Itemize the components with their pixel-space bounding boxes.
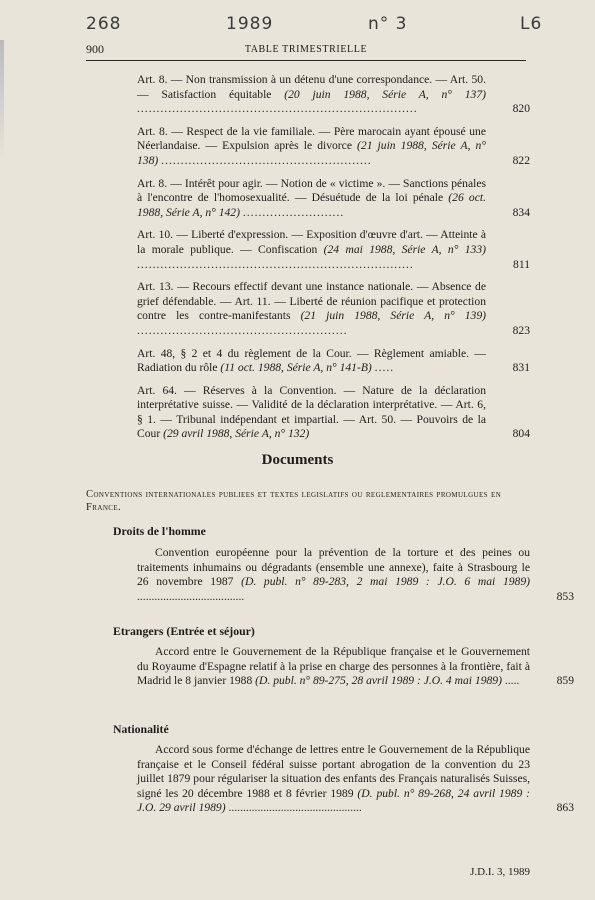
entry-text: Art. 8. — Intérêt pour agir. — Notion de « victime ». — Sanctions pénales à l'encontre de l'homosexualité. — Désuétude de la loi pénale xyxy=(137,176,486,205)
document-page-ref: 853 xyxy=(556,589,574,603)
document-entry-etrangers xyxy=(137,645,574,689)
entry-text: Art. 8. — Respect de la vie familiale. — Père marocain ayant épousé une Néerlandaise. — Expulsion après le divorce xyxy=(137,124,486,153)
entry-citation: (20 juin 1988, Série A, n° 137) xyxy=(284,87,486,101)
entry-page-ref: 820 xyxy=(512,102,530,116)
document-citation: (D. publ. n° 89-283, 2 mai 1989 : J.O. 6 mai 1989) xyxy=(241,575,530,589)
document-entry-nationalite xyxy=(137,743,574,816)
entry-page-ref: 804 xyxy=(512,427,530,441)
entry-dots: .......................... xyxy=(242,205,345,219)
running-title: TABLE TRIMESTRIELLE xyxy=(244,44,368,55)
entry-citation: (21 juin 1988, Série A, n° 138) xyxy=(137,139,486,167)
entry xyxy=(137,125,530,169)
document-page-ref: 863 xyxy=(556,801,574,815)
entry-citation: (24 mai 1988, Série A, n° 133) xyxy=(323,242,486,256)
entry-page-ref: 822 xyxy=(512,153,530,167)
entry-text: Art. 13. — Recours effectif devant une instance nationale. — Absence de grief défendable. — Art. 11. — Liberté de réunion pacifique et protection contre les contre-manifestants xyxy=(137,280,486,323)
handwritten-note-3: n° 3 xyxy=(368,14,408,34)
section-heading-nationalite: Nationalité xyxy=(113,722,169,736)
document-entry-droits xyxy=(137,546,574,604)
entry xyxy=(137,347,530,376)
journal-footer: J.D.I. 3, 1989 xyxy=(470,866,530,878)
entry-page-ref: 834 xyxy=(512,205,530,219)
document-citation: (D. publ. n° 89-268, 24 avril 1989 : J.O. 29 avril 1989) xyxy=(137,786,530,815)
entry xyxy=(137,177,530,221)
entry-text: Art. 64. — Réserves à la Convention. — Nature de la déclaration interprétative suisse. — Validité de la déclaration interprétative. — Art. 6, § 1. — Tribunal indépendant et impartial. — Art. 50. — Pouvoirs de la Cour xyxy=(137,383,486,441)
document-text: Accord entre le Gouvernement de la République française et le Gouvernement du Royaume d'Espagne relatif à la prise en charge des personnes à la frontière, fait à Madrid le 8 janvier 1988 xyxy=(137,645,530,688)
entry-dots: ..... xyxy=(374,361,395,375)
page-edge-shadow xyxy=(0,40,4,160)
document-text: Convention européenne pour la prévention de la torture et des peines ou traitements inhumains ou dégradants (ensemble une annexe), faite à Strasbourg le 26 novembre 1987 xyxy=(137,546,530,589)
entry-page-ref: 823 xyxy=(512,323,530,337)
entry-page-ref: 831 xyxy=(512,361,530,375)
entry-citation: (26 oct. 1988, Série A, n° 142) xyxy=(137,191,486,219)
section-heading-etrangers: Etrangers (Entrée et séjour) xyxy=(113,624,255,638)
entry-dots: ...................................................... xyxy=(161,153,372,167)
entry xyxy=(137,280,530,338)
document-dots: .............................................. xyxy=(228,801,362,815)
document-text: Accord sous forme d'échange de lettres entre le Gouvernement de la République française et le Conseil fédéral suisse portant abrogation de la convention du 23 juillet 1879 pour régulariser la situation des enfants des Français naturalisés Suisses, signé les 20 décembre 1988 et 8 février 1989 xyxy=(137,743,530,800)
section-heading-droits: Droits de l'homme xyxy=(113,524,206,538)
page-number: 900 xyxy=(86,42,104,56)
entry-citation: (21 juin 1988, Série A, n° 139) xyxy=(300,309,486,323)
entry xyxy=(137,73,530,117)
document-citation: (D. publ. n° 89-275, 28 avril 1989 : J.O. 4 mai 1989) xyxy=(255,674,502,688)
entry-dots: ........................................................................ xyxy=(137,102,418,116)
documents-title: Documents xyxy=(261,452,334,468)
document-page-ref: 859 xyxy=(556,674,574,688)
entry-text: Art. 48, § 2 et 4 du règlement de la Cour. — Règlement amiable. — Radiation du rôle xyxy=(137,346,486,375)
entry-citation: (11 oct. 1988, Série A, n° 141-B) xyxy=(220,361,372,375)
handwritten-note-4: L6 xyxy=(520,14,543,34)
conventions-heading: Conventions internationales publiees et textes legislatifs ou reglementaires promulgues en France. xyxy=(86,489,502,514)
document-dots: ..... xyxy=(504,674,520,688)
entry-text: Art. 10. — Liberté d'expression. — Exposition d'œuvre d'art. — Atteinte à la morale publique. — Confiscation xyxy=(137,228,486,256)
entry-text: Art. 8. — Non transmission à un détenu d'une correspondance. — Art. 50. — Satisfaction équitable xyxy=(137,73,486,101)
document-dots: ..................................... xyxy=(137,589,245,603)
handwritten-note-2: 1989 xyxy=(226,14,274,34)
entries-list xyxy=(137,73,530,450)
entry-dots: ...................................................... xyxy=(137,323,348,337)
running-header xyxy=(86,42,526,61)
entry-citation: (29 avril 1988, Série A, n° 132) xyxy=(163,427,310,441)
entry-dots: ....................................................................... xyxy=(137,257,414,271)
handwritten-note-1: 268 xyxy=(86,14,122,34)
entry xyxy=(137,228,530,272)
entry-page-ref: 811 xyxy=(513,257,530,271)
entry xyxy=(137,384,530,442)
